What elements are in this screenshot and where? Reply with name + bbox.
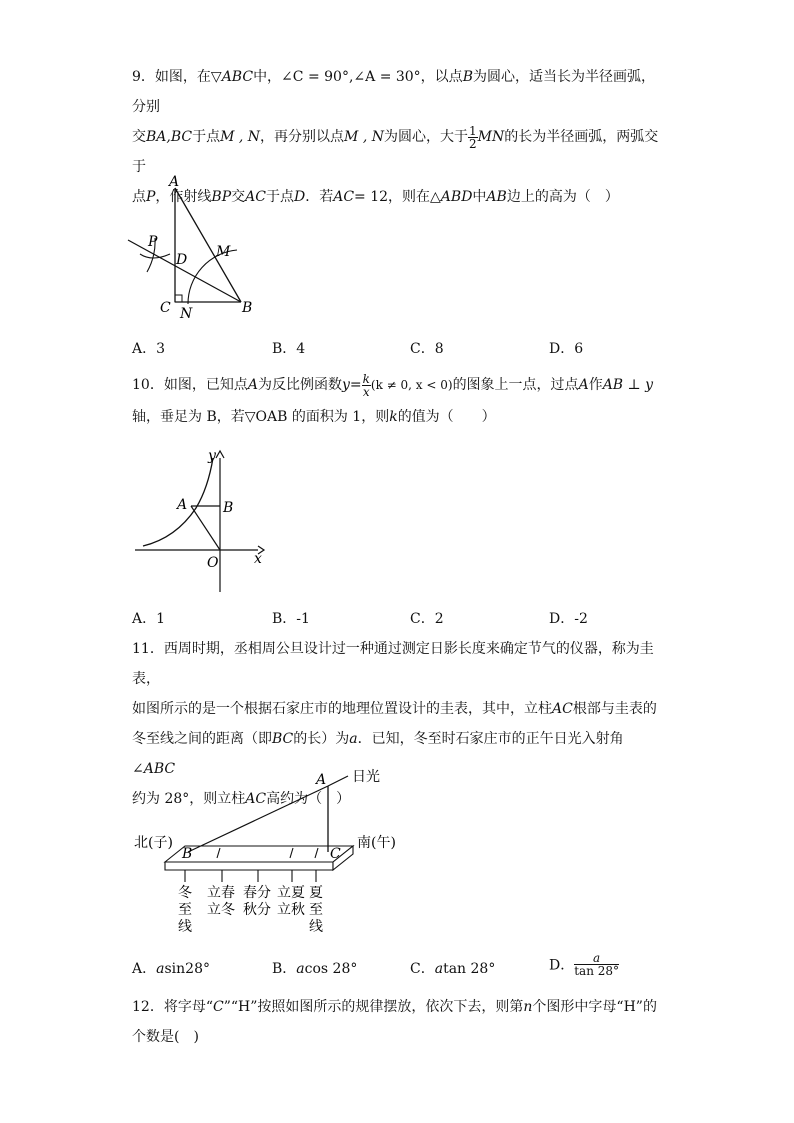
q11-option-d-fraction: $\frac{a}{\tan 28^\circ}$	[574, 951, 620, 978]
question-12	[132, 992, 662, 1052]
question-10	[132, 368, 662, 432]
q10-options	[132, 608, 662, 632]
q9-right-angle-mark	[175, 295, 182, 302]
q9-label-b: B	[242, 300, 253, 316]
q9-option-a[interactable]: A．3	[132, 341, 166, 357]
q11-option-b[interactable]: B．acos 28°	[272, 961, 358, 977]
q10-line-2: 轴，垂足为 B，若▽OAB 的面积为 1，则k的值为（ ）	[132, 409, 496, 425]
q10-label-a: A	[177, 497, 188, 513]
q12-line-2: 个数是( )	[132, 1029, 199, 1045]
q11-col2-line1: 立春	[207, 885, 235, 901]
q11-option-a[interactable]: A．asin28°	[132, 961, 210, 977]
q10-option-a[interactable]: A．1	[132, 611, 166, 627]
q9-label-m: M	[216, 244, 231, 260]
q11-col4-line1: 立夏	[277, 885, 305, 901]
q11-label-south: 南(午)	[357, 835, 396, 851]
q10-graph-figure	[130, 445, 270, 595]
q9-label-n: N	[180, 306, 193, 318]
q11-col3-line2: 秋分	[243, 902, 271, 918]
q11-col5-line2: 至	[309, 902, 323, 918]
q10-option-c[interactable]: C．2	[410, 611, 444, 627]
q10-segment-ao	[191, 506, 220, 550]
q9-label-a: A	[169, 174, 180, 190]
q10-line-1: 10．如图，已知点A为反比例函数y= $\frac{k}{x}$ (k ≠ 0, x < 0)的图象上一点，过点A作AB ⊥ y	[132, 371, 654, 399]
q11-slab-front	[165, 862, 333, 870]
q10-label-b: B	[223, 500, 234, 516]
q9-line-1: 9．如图，在▽ABC中，∠C = 90°,∠A = 30°，以点B为圆心，适当长为半径画弧，分别	[132, 69, 655, 115]
q11-label-c: C	[330, 846, 341, 862]
q11-col1-line3: 线	[178, 919, 192, 935]
q11-col1-line1: 冬	[178, 885, 192, 901]
q10-label-x: x	[254, 551, 262, 567]
q12-line-1: 12．将字母“C”“H”按照如图所示的规律摆放，依次下去，则第n个图形中字母“H”的	[132, 999, 657, 1015]
q11-label-b: B	[182, 846, 193, 862]
q9-option-b[interactable]: B．4	[272, 341, 306, 357]
q11-options	[132, 952, 662, 986]
q11-label-sunlight: 日光	[352, 769, 380, 785]
q10-option-b[interactable]: B．-1	[272, 611, 310, 627]
q11-guibiao-figure	[130, 760, 420, 940]
q11-label-a: A	[316, 772, 327, 788]
q9-label-d: D	[176, 252, 188, 268]
q11-slab-top	[165, 846, 353, 862]
q11-col4-line2: 立秋	[277, 902, 305, 918]
q9-triangle-figure	[120, 168, 270, 318]
q11-sunlight-ray	[328, 776, 348, 786]
q11-col3-line1: 春分	[243, 885, 271, 901]
q11-label-north: 北(子)	[134, 835, 173, 851]
q10-y-arrow	[216, 451, 224, 458]
q11-option-d[interactable]: D． $\frac{a}{\tan 28^\circ}$	[549, 951, 620, 978]
q9-fraction: $\frac{1}{2}$	[468, 123, 477, 151]
q10-option-d[interactable]: D．-2	[549, 611, 588, 627]
q11-line-2: 如图所示的是一个根据石家庄市的地理位置设计的圭表，其中，立柱AC根部与圭表的	[132, 701, 657, 717]
q11-line-3: 冬至线之间的距离（即BC的长）为a．已知，冬至时石家庄市的正午日光入射角∠ABC	[132, 731, 624, 777]
q9-line-3: 点P，作射线BP交AC于点D．若AC= 12，则在△ABD中AB边上的高为（ ）	[132, 189, 619, 205]
q9-option-c[interactable]: C．8	[410, 341, 444, 357]
q11-col5-line1: 夏	[309, 885, 323, 901]
q11-option-c[interactable]: C．atan 28°	[410, 961, 496, 977]
q11-sunlight-ab	[188, 786, 328, 852]
q9-side-ab	[175, 188, 241, 302]
q11-line-1: 11．西周时期，丞相周公旦设计过一种通过测定日影长度来确定节气的仪器，称为圭表，	[132, 641, 654, 687]
q9-label-c: C	[160, 300, 171, 316]
q11-line-4: 约为 28°，则立柱AC高约为（ ）	[132, 791, 351, 807]
q9-label-p: P	[148, 234, 158, 250]
q10-label-o: O	[207, 555, 219, 571]
q10-fraction: $\frac{k}{x}$	[362, 371, 370, 399]
q11-col5-line3: 线	[309, 919, 323, 935]
q9-line-2: 交BA,BC于点M , N，再分别以点M , N为圆心，大于 $\frac{1}{2}$ MN的长为半径画弧，两弧交于	[132, 123, 659, 175]
q11-col1-line2: 至	[178, 902, 192, 918]
q9-options	[132, 338, 662, 362]
q11-col2-line2: 立冬	[207, 902, 235, 918]
q10-label-y: y	[208, 448, 216, 464]
q9-option-d[interactable]: D．6	[549, 341, 584, 357]
